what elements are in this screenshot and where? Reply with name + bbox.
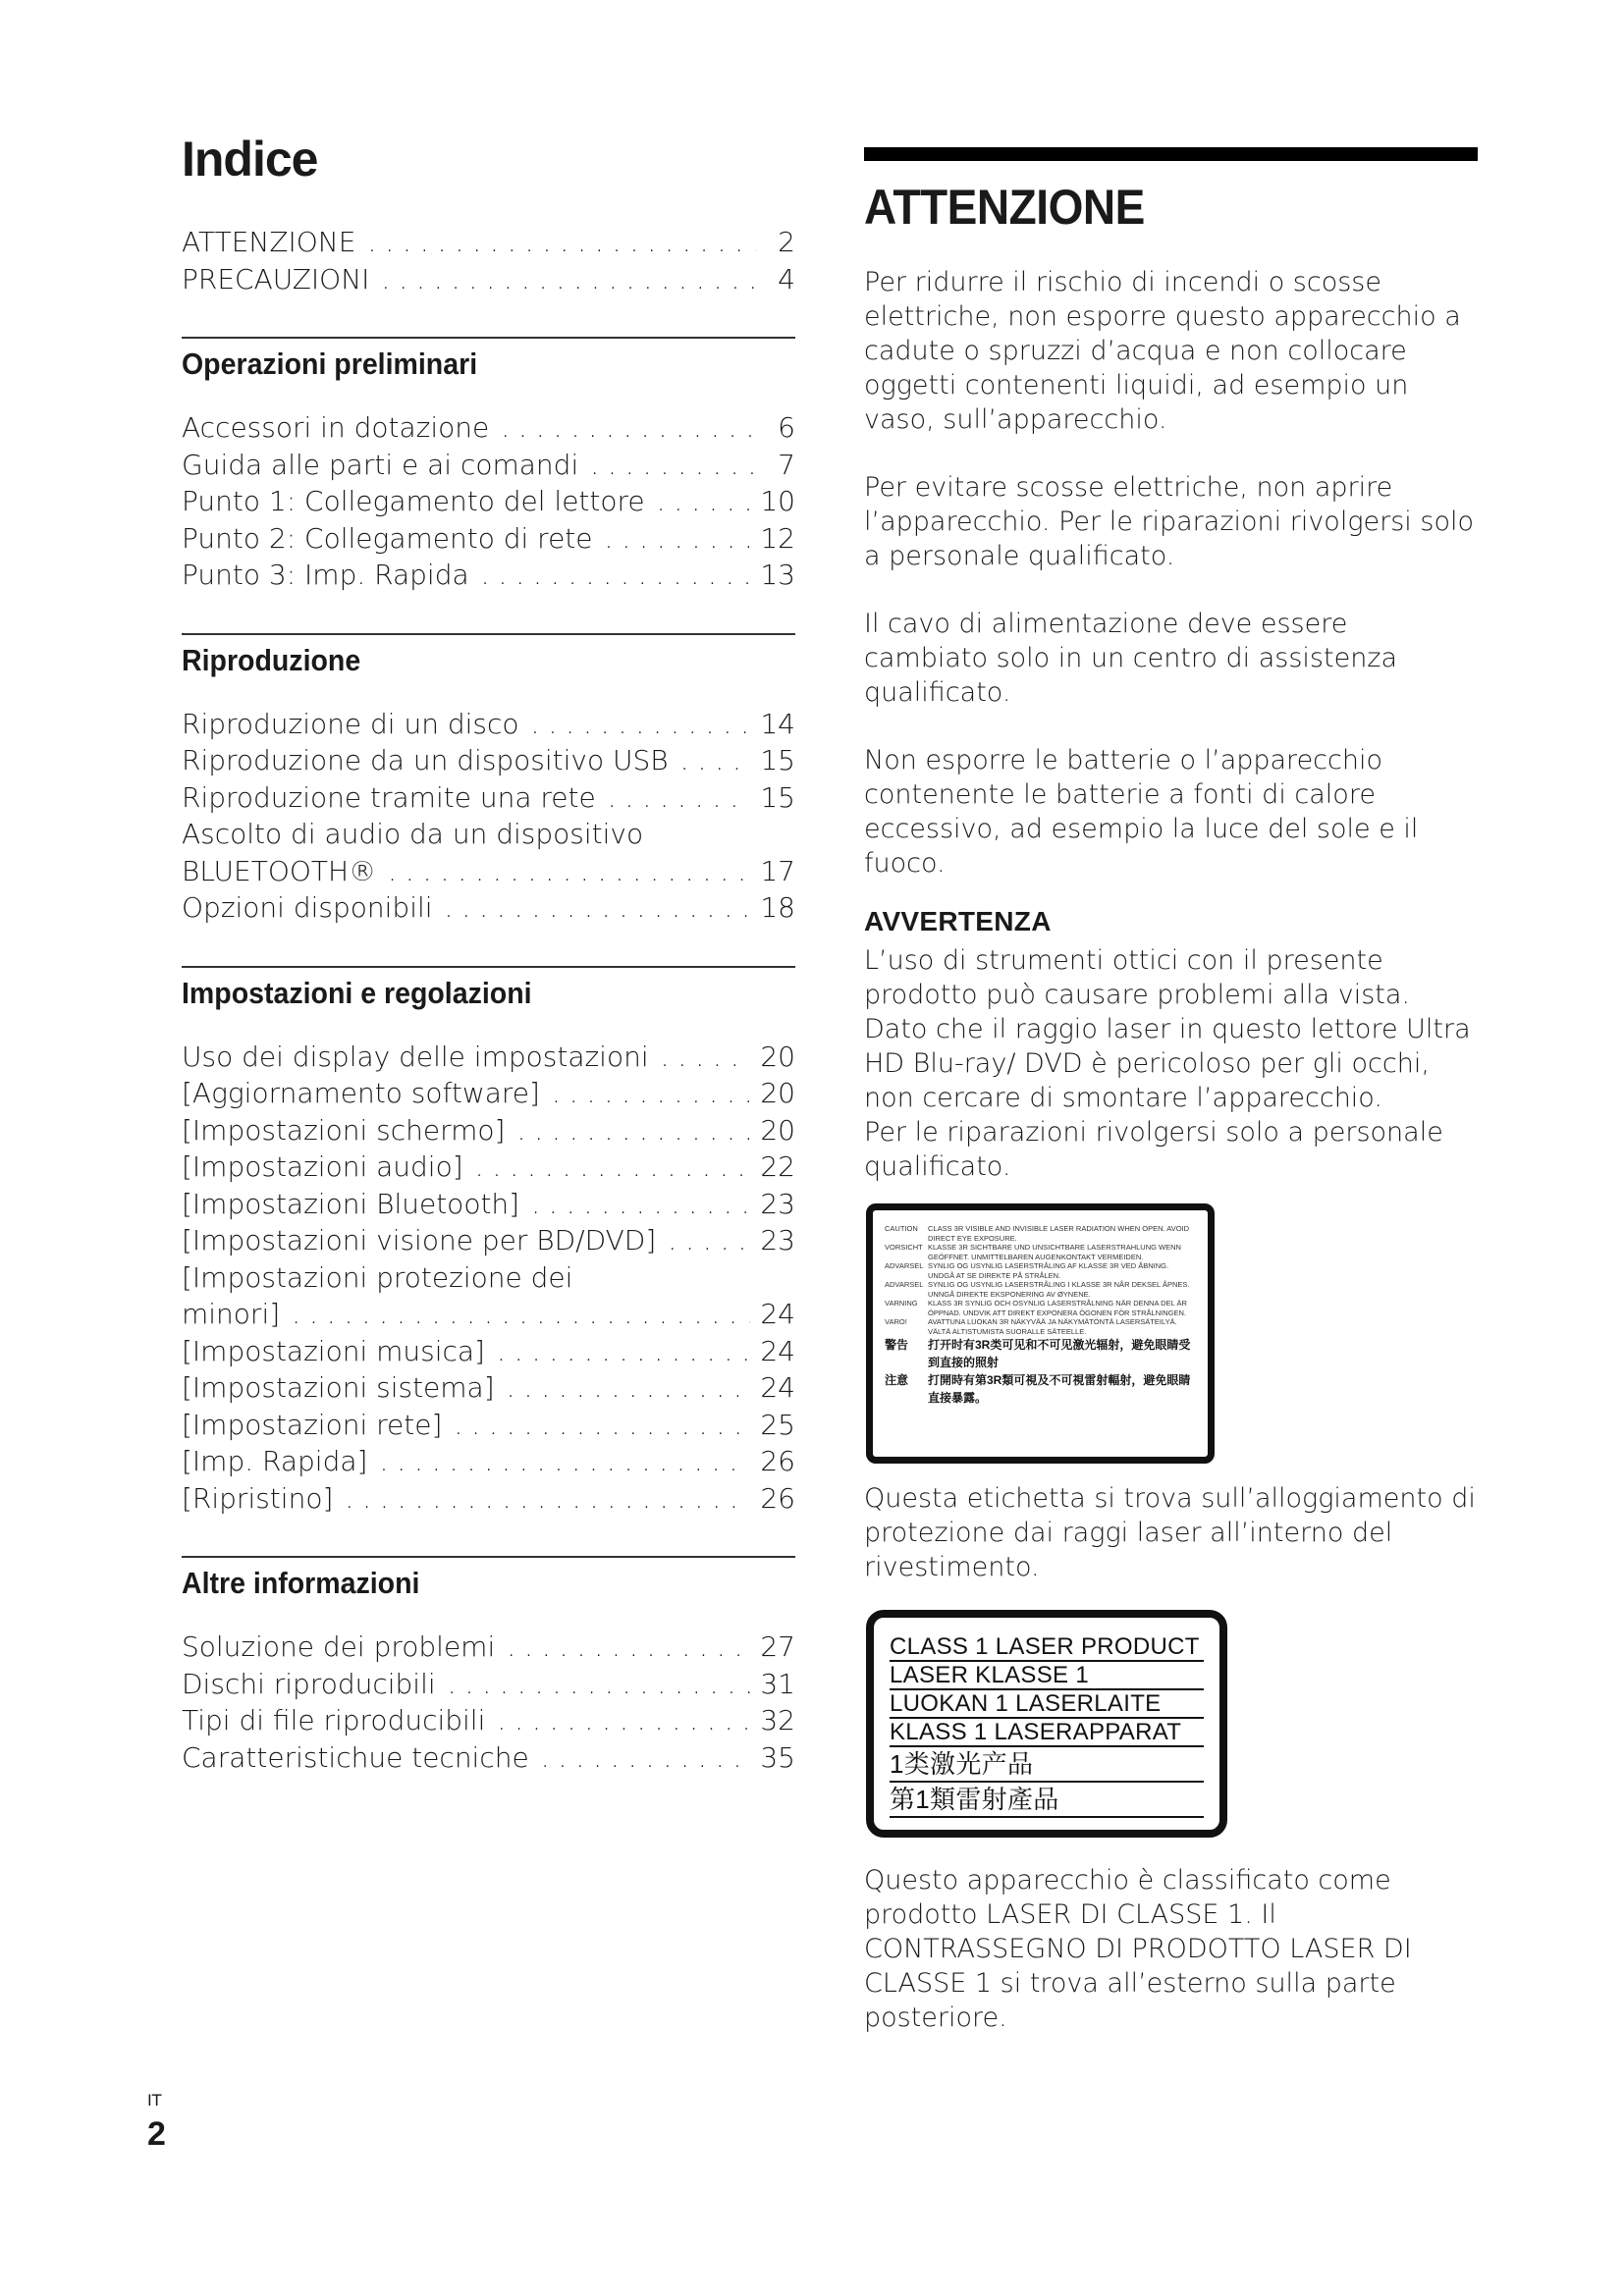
section-title: Riproduzione — [182, 642, 361, 677]
attention-title: ATTENZIONE — [864, 180, 1145, 235]
toc-entry-label: [Impostazioni Bluetooth] — [182, 1187, 520, 1220]
laser-warning-service: Per le riparazioni rivolgersi solo a personale qualificato. — [864, 1117, 1443, 1182]
toc-entry-label: Caratteristichue tecniche — [182, 1740, 529, 1774]
warning-label-text: SYNLIG OG USYNLIG LASERSTRÅLING I KLASSE 3R NÅR DEKSEL ÅPNES. UNNGÅ DIREKTE EKSPONERING AV ØYNENE. — [928, 1280, 1190, 1299]
dot-leader — [531, 706, 751, 743]
toc-entry-page: 18 — [760, 891, 795, 924]
warning-label-row — [885, 1224, 1196, 1243]
toc-entry-page: 12 — [760, 521, 795, 555]
warning-title: AVVERTENZA — [864, 906, 1052, 936]
toc-entry[interactable] — [182, 224, 795, 261]
toc-entry-label: Dischi riproducibili — [182, 1667, 436, 1700]
toc-entry-label: [Impostazioni audio] — [182, 1150, 463, 1183]
toc-entry[interactable] — [182, 520, 795, 558]
toc-entry[interactable] — [182, 779, 795, 817]
warning-label-text: SYNLIG OG USYNLIG LASERSTRÅLING AF KLASSE 3R VED ÅBNING. UNDGÅ AT SE DIREKTE PÅ STRÅLEN. — [928, 1261, 1169, 1280]
dot-leader — [497, 1702, 750, 1739]
toc-entry[interactable] — [182, 1222, 795, 1259]
warning-label-row — [885, 1243, 1196, 1261]
warning-label-key: CAUTION — [885, 1224, 918, 1233]
toc-entry[interactable] — [182, 483, 795, 520]
label-caption: Questa etichetta si trova sull’alloggiamento di protezione dai raggi laser all’interno del rivestimento. — [864, 1483, 1476, 1582]
toc-entry[interactable] — [182, 1039, 795, 1076]
warning-label-key: VARO! — [885, 1317, 907, 1326]
toc-section — [182, 966, 795, 1518]
toc-entry-label: PRECAUZIONI — [182, 262, 370, 295]
warning-label-key: ADVARSEL — [885, 1280, 924, 1289]
section-rule — [182, 633, 795, 635]
toc-entry-label: Opzioni disponibili — [182, 891, 433, 924]
toc-entry[interactable] — [182, 1075, 795, 1112]
warning-label-text: 打开时有3R类可见和不可见激光辐射，避免眼睛受到直接的照射 — [928, 1338, 1191, 1369]
toc-entry-page: 24 — [760, 1334, 795, 1367]
page-number: 2 — [147, 2115, 166, 2153]
toc-entry-label: [Impostazioni rete] — [182, 1408, 443, 1441]
toc-entry-label: Soluzione dei problemi — [182, 1630, 496, 1663]
dot-leader — [507, 1369, 751, 1407]
toc-entry[interactable] — [182, 557, 795, 594]
class-label-lines — [890, 1633, 1204, 1818]
dot-leader — [381, 261, 756, 298]
toc-entry-label: [Imp. Rapida] — [182, 1445, 368, 1477]
toc-entry-page: 6 — [778, 411, 795, 444]
toc-entry-label: Riproduzione tramite una rete — [182, 780, 596, 814]
laser-warning-label — [866, 1203, 1215, 1464]
toc-entry-label: [Impostazioni visione per BD/DVD] — [182, 1224, 657, 1256]
warning-label-text: 打開時有第3R類可視及不可視雷射輻射，避免眼睛直接暴露。 — [928, 1373, 1191, 1405]
warning-label-key: 注意 — [885, 1373, 909, 1387]
toc-entry[interactable] — [182, 706, 795, 743]
class-label-line: LUOKAN 1 LASERLAITE — [890, 1690, 1204, 1719]
toc-entry[interactable] — [182, 853, 795, 890]
toc-entry-label: Tipi di file riproducibili — [182, 1704, 486, 1736]
paragraph-laser-warning — [864, 943, 1478, 1184]
toc-entry-page: 24 — [760, 1371, 795, 1404]
toc-entry-label: minori] — [182, 1298, 281, 1330]
paragraph-shock-risk: Per evitare scosse elettriche, non aprire l’apparecchio. Per le riparazioni rivolgersi solo a personale qualificato. — [864, 472, 1474, 571]
toc-entry-label: Uso dei display delle impostazioni — [182, 1040, 649, 1073]
toc-entry-page: 10 — [760, 485, 795, 517]
section-rule — [182, 966, 795, 968]
toc-section — [182, 633, 795, 927]
toc-entry-page: 27 — [760, 1630, 795, 1663]
warning-label-row — [885, 1299, 1196, 1317]
warning-label-key: 警告 — [885, 1338, 909, 1352]
language-code: IT — [147, 2091, 162, 2109]
index-title: Indice — [182, 132, 318, 187]
toc-entry[interactable] — [182, 1480, 795, 1518]
warning-label-key: ADVARSEL — [885, 1261, 924, 1270]
toc-entry-label: ATTENZIONE — [182, 226, 356, 258]
dot-leader — [552, 1075, 750, 1112]
toc-entry-page: 13 — [760, 559, 795, 591]
toc-entry-page: 20 — [760, 1040, 795, 1073]
toc-entry-page: 26 — [760, 1481, 795, 1515]
toc-entry[interactable] — [182, 889, 795, 927]
toc-entry-label: Punto 3: Imp. Rapida — [182, 559, 469, 591]
dot-leader — [531, 1186, 750, 1223]
toc-entry-page: 31 — [760, 1667, 795, 1700]
warning-label-text: KLASSE 3R SICHTBARE UND UNSICHTBARE LASERSTRAHLUNG WENN GEÖFFNET. UNMITTELBAREN AUGENKONTAKT VERMEIDEN. — [928, 1243, 1181, 1261]
warning-label-text: KLASS 3R SYNLIG OCH OSYNLIG LASERSTRÅLNING NÄR DENNA DEL ÄR ÖPPNAD. UNDVIK ATT DIREKT EXPONERA ÖGONEN FÖR STRÅLNINGEN. — [928, 1299, 1187, 1317]
toc-entry-label-line1[interactable]: Ascolto di audio da un dispositivo — [182, 818, 644, 850]
toc-entry-label: [Impostazioni sistema] — [182, 1371, 495, 1404]
toc-entry-page: 22 — [760, 1150, 795, 1183]
toc-entry-page: 15 — [760, 744, 795, 776]
toc-entry-page: 15 — [760, 780, 795, 814]
dot-leader — [516, 1112, 750, 1149]
dot-leader — [541, 1739, 751, 1777]
warning-label-row — [885, 1371, 1196, 1407]
toc-entry[interactable] — [182, 1443, 795, 1480]
toc-entry[interactable] — [182, 1296, 795, 1333]
toc-entry[interactable] — [182, 1112, 795, 1149]
section-rule — [182, 337, 795, 339]
dot-leader — [661, 1039, 751, 1076]
toc-entry-page: 20 — [760, 1113, 795, 1147]
dot-leader — [345, 1480, 750, 1518]
toc-sections — [182, 337, 795, 1776]
warning-label-text: CLASS 3R VISIBLE AND INVISIBLE LASER RADIATION WHEN OPEN. AVOID DIRECT EYE EXPOSURE. — [928, 1224, 1190, 1243]
paragraph-fire-risk: Per ridurre il rischio di incendi o scosse elettriche, non esporre questo apparecchio a cadute o spruzzi d’acqua e non collocare oggetti contenenti liquidi, ad esempio un vaso, sull’apparecchio. — [864, 267, 1461, 435]
toc-entry-page: 17 — [760, 854, 795, 887]
dot-leader — [657, 483, 751, 520]
dot-leader — [481, 557, 751, 594]
toc-entry-label: Riproduzione di un disco — [182, 707, 519, 740]
section-top-bar — [864, 147, 1478, 161]
laser-warning-text: L’uso di strumenti ottici con il presente prodotto può causare problemi alla vista. Dato che il raggio laser in questo lettore Ultra HD Blu-ray/ DVD è pericoloso per gli occhi, non cercare di smontare l’apparecchio. — [864, 945, 1471, 1113]
toc-entry-label: Punto 1: Collegamento del lettore — [182, 485, 645, 517]
toc-entry[interactable] — [182, 447, 795, 484]
warning-label-row — [885, 1317, 1196, 1336]
dot-leader — [292, 1296, 750, 1333]
toc-entry-label: [Aggiornamento software] — [182, 1077, 540, 1109]
dot-leader — [445, 889, 751, 927]
toc-entry-page: 26 — [760, 1445, 795, 1477]
class-caption: Questo apparecchio è classificato come prodotto LASER DI CLASSE 1. Il CONTRASSEGNO DI PRODOTTO LASER DI CLASSE 1 si trova all’esterno sulla parte posteriore. — [864, 1865, 1412, 2033]
toc-entry-page: 24 — [760, 1298, 795, 1330]
class-label-line: KLASS 1 LASERAPPARAT — [890, 1719, 1204, 1747]
attention-column — [864, 147, 1478, 2068]
toc-section — [182, 1556, 795, 1776]
toc-top-group — [182, 224, 795, 297]
toc-entry[interactable] — [182, 1186, 795, 1223]
toc-entry-label: Riproduzione da un dispositivo USB — [182, 744, 669, 776]
dot-leader — [668, 1222, 750, 1259]
toc-entry-page: 23 — [760, 1187, 795, 1220]
warning-label-text: AVATTUNA LUOKAN 3R NÄKYVÄÄ JA NÄKYMÄTÖNTÄ LASERSÄTEILYÄ. VÄLTÄ ALTISTUMISTA SUORALLE SÄTEELLE. — [928, 1317, 1177, 1336]
section-rule — [182, 1556, 795, 1558]
toc-entry-page: 14 — [760, 707, 795, 740]
class-label-line: 第1類雷射產品 — [890, 1783, 1204, 1818]
toc-entry-label: Guida alle parti e ai comandi — [182, 448, 579, 481]
toc-entry[interactable] — [182, 1333, 795, 1370]
toc-entry-page: 35 — [760, 1740, 795, 1774]
warning-label-key: VORSICHT — [885, 1243, 923, 1252]
toc-entry-page: 32 — [760, 1704, 795, 1736]
warning-label-rows — [885, 1224, 1196, 1407]
dot-leader — [454, 1407, 750, 1444]
warning-label-key: VARNING — [885, 1299, 918, 1308]
toc-entry[interactable] — [182, 1702, 795, 1739]
toc-entry[interactable] — [182, 1739, 795, 1777]
class-label-line: CLASS 1 LASER PRODUCT — [890, 1633, 1204, 1662]
dot-leader — [379, 1443, 750, 1480]
paragraph-power-cord: Il cavo di alimentazione deve essere cambiato solo in un centro di assistenza qualificato. — [864, 609, 1398, 708]
dot-leader — [507, 1629, 750, 1666]
toc-entry[interactable] — [182, 1666, 795, 1703]
toc-entry-label: [Impostazioni musica] — [182, 1334, 485, 1367]
dot-leader — [388, 853, 750, 890]
toc-entry-label: [Ripristino] — [182, 1481, 334, 1515]
section-title: Altre informazioni — [182, 1566, 420, 1600]
dot-leader — [367, 224, 756, 261]
toc-entry-page: 4 — [778, 262, 795, 295]
section-title: Impostazioni e regolazioni — [182, 975, 532, 1010]
dot-leader — [608, 779, 751, 817]
toc-entry-label: BLUETOOTH® — [182, 854, 377, 887]
toc-entry-page: 20 — [760, 1077, 795, 1109]
class1-laser-label — [866, 1610, 1227, 1838]
toc-entry-label: Accessori in dotazione — [182, 411, 490, 444]
toc-section — [182, 337, 795, 594]
warning-label-row — [885, 1261, 1196, 1280]
toc-entry[interactable] — [182, 409, 795, 447]
dot-leader — [680, 742, 751, 779]
dot-leader — [497, 1333, 750, 1370]
toc-entry-label: Punto 2: Collegamento di rete — [182, 521, 593, 555]
toc-entry[interactable] — [182, 1148, 795, 1186]
toc-entry[interactable] — [182, 1407, 795, 1444]
section-title: Operazioni preliminari — [182, 347, 478, 381]
class-label-line: LASER KLASSE 1 — [890, 1662, 1204, 1690]
dot-leader — [590, 447, 756, 484]
index-column — [182, 133, 795, 1776]
dot-leader — [605, 520, 751, 558]
dot-leader — [448, 1666, 751, 1703]
toc-entry-label: [Impostazioni schermo] — [182, 1113, 506, 1147]
toc-entry-page: 2 — [778, 226, 795, 258]
class-label-line: 1类激光产品 — [890, 1747, 1204, 1783]
dot-leader — [475, 1148, 751, 1186]
toc-entry-page: 7 — [778, 448, 795, 481]
paragraph-batteries: Non esporre le batterie o l’apparecchio contenente le batterie a fonti di calore eccessivo, ad esempio la luce del sole e il fuoco. — [864, 745, 1419, 879]
warning-label-row — [885, 1336, 1196, 1371]
toc-entry-page: 23 — [760, 1224, 795, 1256]
dot-leader — [501, 409, 756, 447]
toc-entry-page: 25 — [760, 1408, 795, 1441]
toc-entry[interactable] — [182, 742, 795, 779]
toc-entry[interactable] — [182, 1629, 795, 1666]
warning-label-row — [885, 1280, 1196, 1299]
toc-entry[interactable] — [182, 1369, 795, 1407]
toc-entry[interactable] — [182, 261, 795, 298]
toc-entry-label-line1[interactable]: [Impostazioni protezione dei — [182, 1260, 573, 1294]
